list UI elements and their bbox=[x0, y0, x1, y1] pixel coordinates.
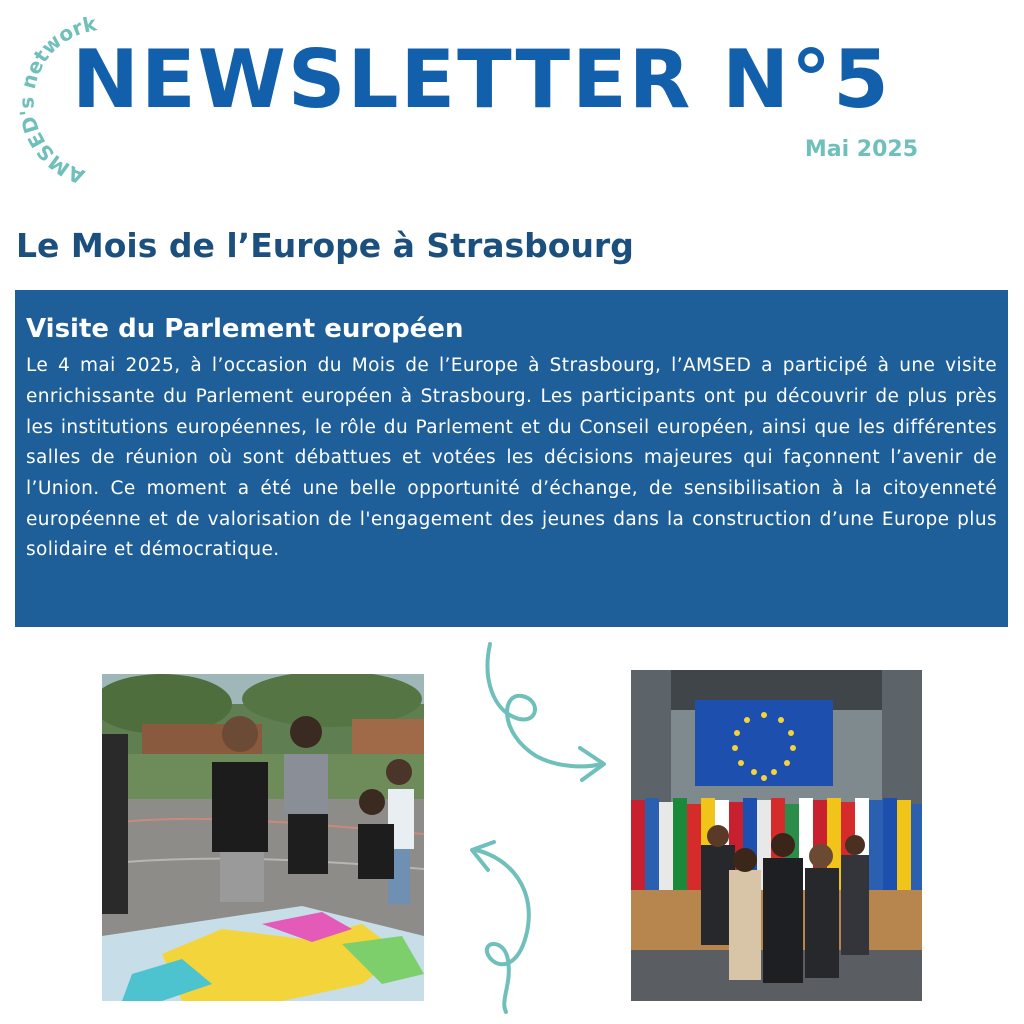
article-heading: Visite du Parlement européen bbox=[26, 314, 464, 344]
section-title: Le Mois de l’Europe à Strasbourg bbox=[16, 226, 634, 265]
network-label: AMSED's network bbox=[14, 11, 99, 183]
article-panel bbox=[15, 290, 1008, 627]
newsletter-date: Mai 2025 bbox=[804, 137, 918, 162]
article-body: Le 4 mai 2025, à l’occasion du Mois de l’Europe à Strasbourg, l’AMSED a participé à une visite enrichissante du Parlement européen à Strasbourg. Les participants ont pu découvrir de plus près les institutions européennes, le rôle du Parlement et du Conseil européen, ainsi que les différentes salles de réunion où sont débattues et votées les décisions majeures qui façonnent l’avenir de l’Union. Ce moment a été une belle opportunité d’échange, de sensibilisation à la citoyenneté européenne et de valorisation de l'engagement des jeunes dans la construction d’une Europe plus solidaire et démocratique. bbox=[26, 355, 997, 561]
newsletter-title: NEWSLETTER N°5 bbox=[72, 33, 891, 126]
photo-outdoor-activity bbox=[102, 674, 424, 1001]
photo-parliament-group bbox=[631, 670, 922, 1001]
curly-arrow-right-icon bbox=[476, 640, 616, 790]
curly-arrow-up-icon bbox=[460, 840, 550, 1015]
